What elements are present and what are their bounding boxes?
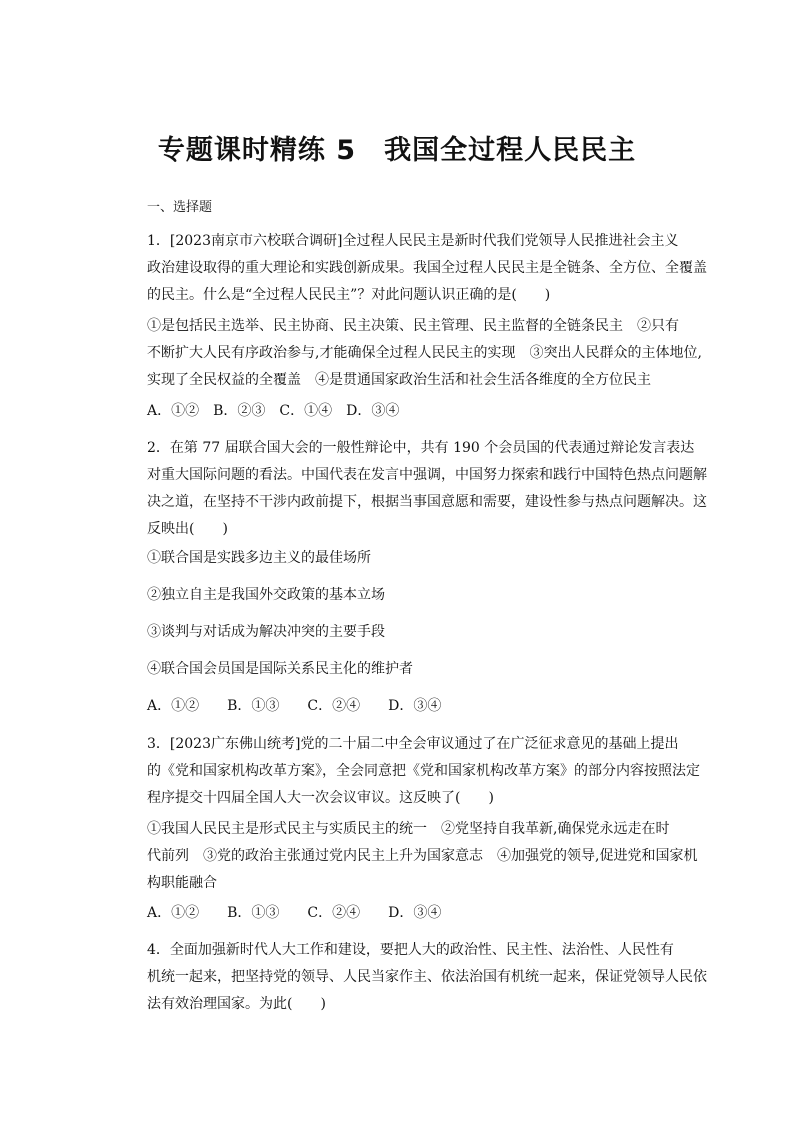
question-1-stem [147, 228, 707, 309]
question-line: 1．[2023南京市六校联合调研]全过程人民民主是新时代我们党领导人民推进社会主义 [147, 233, 679, 249]
question-2-stem [147, 435, 707, 543]
statement-line: ③谈判与对话成为解决冲突的主要手段 [147, 624, 385, 640]
question-line: 反映出( ) [147, 521, 228, 537]
statement-line: ①是包括民主选举、民主协商、民主决策、民主管理、民主监督的全链条民主 ②只有 [147, 318, 679, 334]
statement-line: ①联合国是实践多边主义的最佳场所 [147, 550, 371, 566]
question-line: 2．在第 77 届联合国大会的一般性辩论中，共有 190 个会员国的代表通过辩论发言表达 [147, 440, 695, 456]
page-title: 专题课时精练 5 我国全过程人民民主 [157, 135, 637, 166]
question-4-stem [147, 937, 707, 1018]
question-1-options: A．①② B．②③ C．①④ D．③④ [147, 403, 400, 419]
statement-line: 构职能融合 [147, 875, 217, 891]
statement-line: ②独立自主是我国外交政策的基本立场 [147, 587, 385, 603]
question-line: 政治建设取得的重大理论和实践创新成果。我国全过程人民民主是全链条、全方位、全覆盖 [147, 260, 707, 276]
question-1-statements [147, 313, 702, 394]
question-line: 法有效治理国家。为此( ) [147, 996, 326, 1012]
statement-line: 不断扩大人民有序政治参与,才能确保全过程人民民主的实现 ③突出人民群众的主体地位, [147, 345, 702, 361]
question-line: 的《党和国家机构改革方案》，全会同意把《党和国家机构改革方案》的部分内容按照法定 [147, 763, 700, 779]
question-3-options: A．①② B．①③ C．②④ D．③④ [147, 905, 442, 921]
section-heading: 一、选择题 [147, 200, 213, 215]
question-2-options: A．①② B．①③ C．②④ D．③④ [147, 698, 442, 714]
question-line: 3．[2023广东佛山统考]党的二十届二中全会审议通过了在广泛征求意见的基础上提出 [147, 736, 679, 752]
question-line: 的民主。什么是“全过程人民民主”？对此问题认识正确的是( ) [147, 287, 551, 303]
question-3-stem [147, 731, 700, 812]
question-3-statements [147, 816, 698, 897]
statement-line: 实现了全民权益的全覆盖 ④是贯通国家政治生活和社会生活各维度的全方位民主 [147, 372, 651, 388]
question-line: 对重大国际问题的看法。中国代表在发言中强调，中国努力探索和践行中国特色热点问题解 [147, 467, 707, 483]
question-line: 决之道，在坚持不干涉内政前提下，根据当事国意愿和需要，建设性参与热点问题解决。这 [147, 494, 707, 510]
question-line: 4．全面加强新时代人大工作和建设，要把人大的政治性、民主性、法治性、人民性有 [147, 942, 674, 958]
question-line: 机统一起来，把坚持党的领导、人民当家作主、依法治国有机统一起来，保证党领导人民依 [147, 969, 707, 985]
statement-line: 代前列 ③党的政治主张通过党内民主上升为国家意志 ④加强党的领导,促进党和国家机 [147, 848, 698, 864]
statement-line: ④联合国会员国是国际关系民主化的维护者 [147, 661, 413, 677]
statement-line: ①我国人民民主是形式民主与实质民主的统一 ②党坚持自我革新,确保党永远走在时 [147, 821, 670, 837]
question-line: 程序提交十四届全国人大一次会议审议。这反映了( ) [147, 790, 494, 806]
